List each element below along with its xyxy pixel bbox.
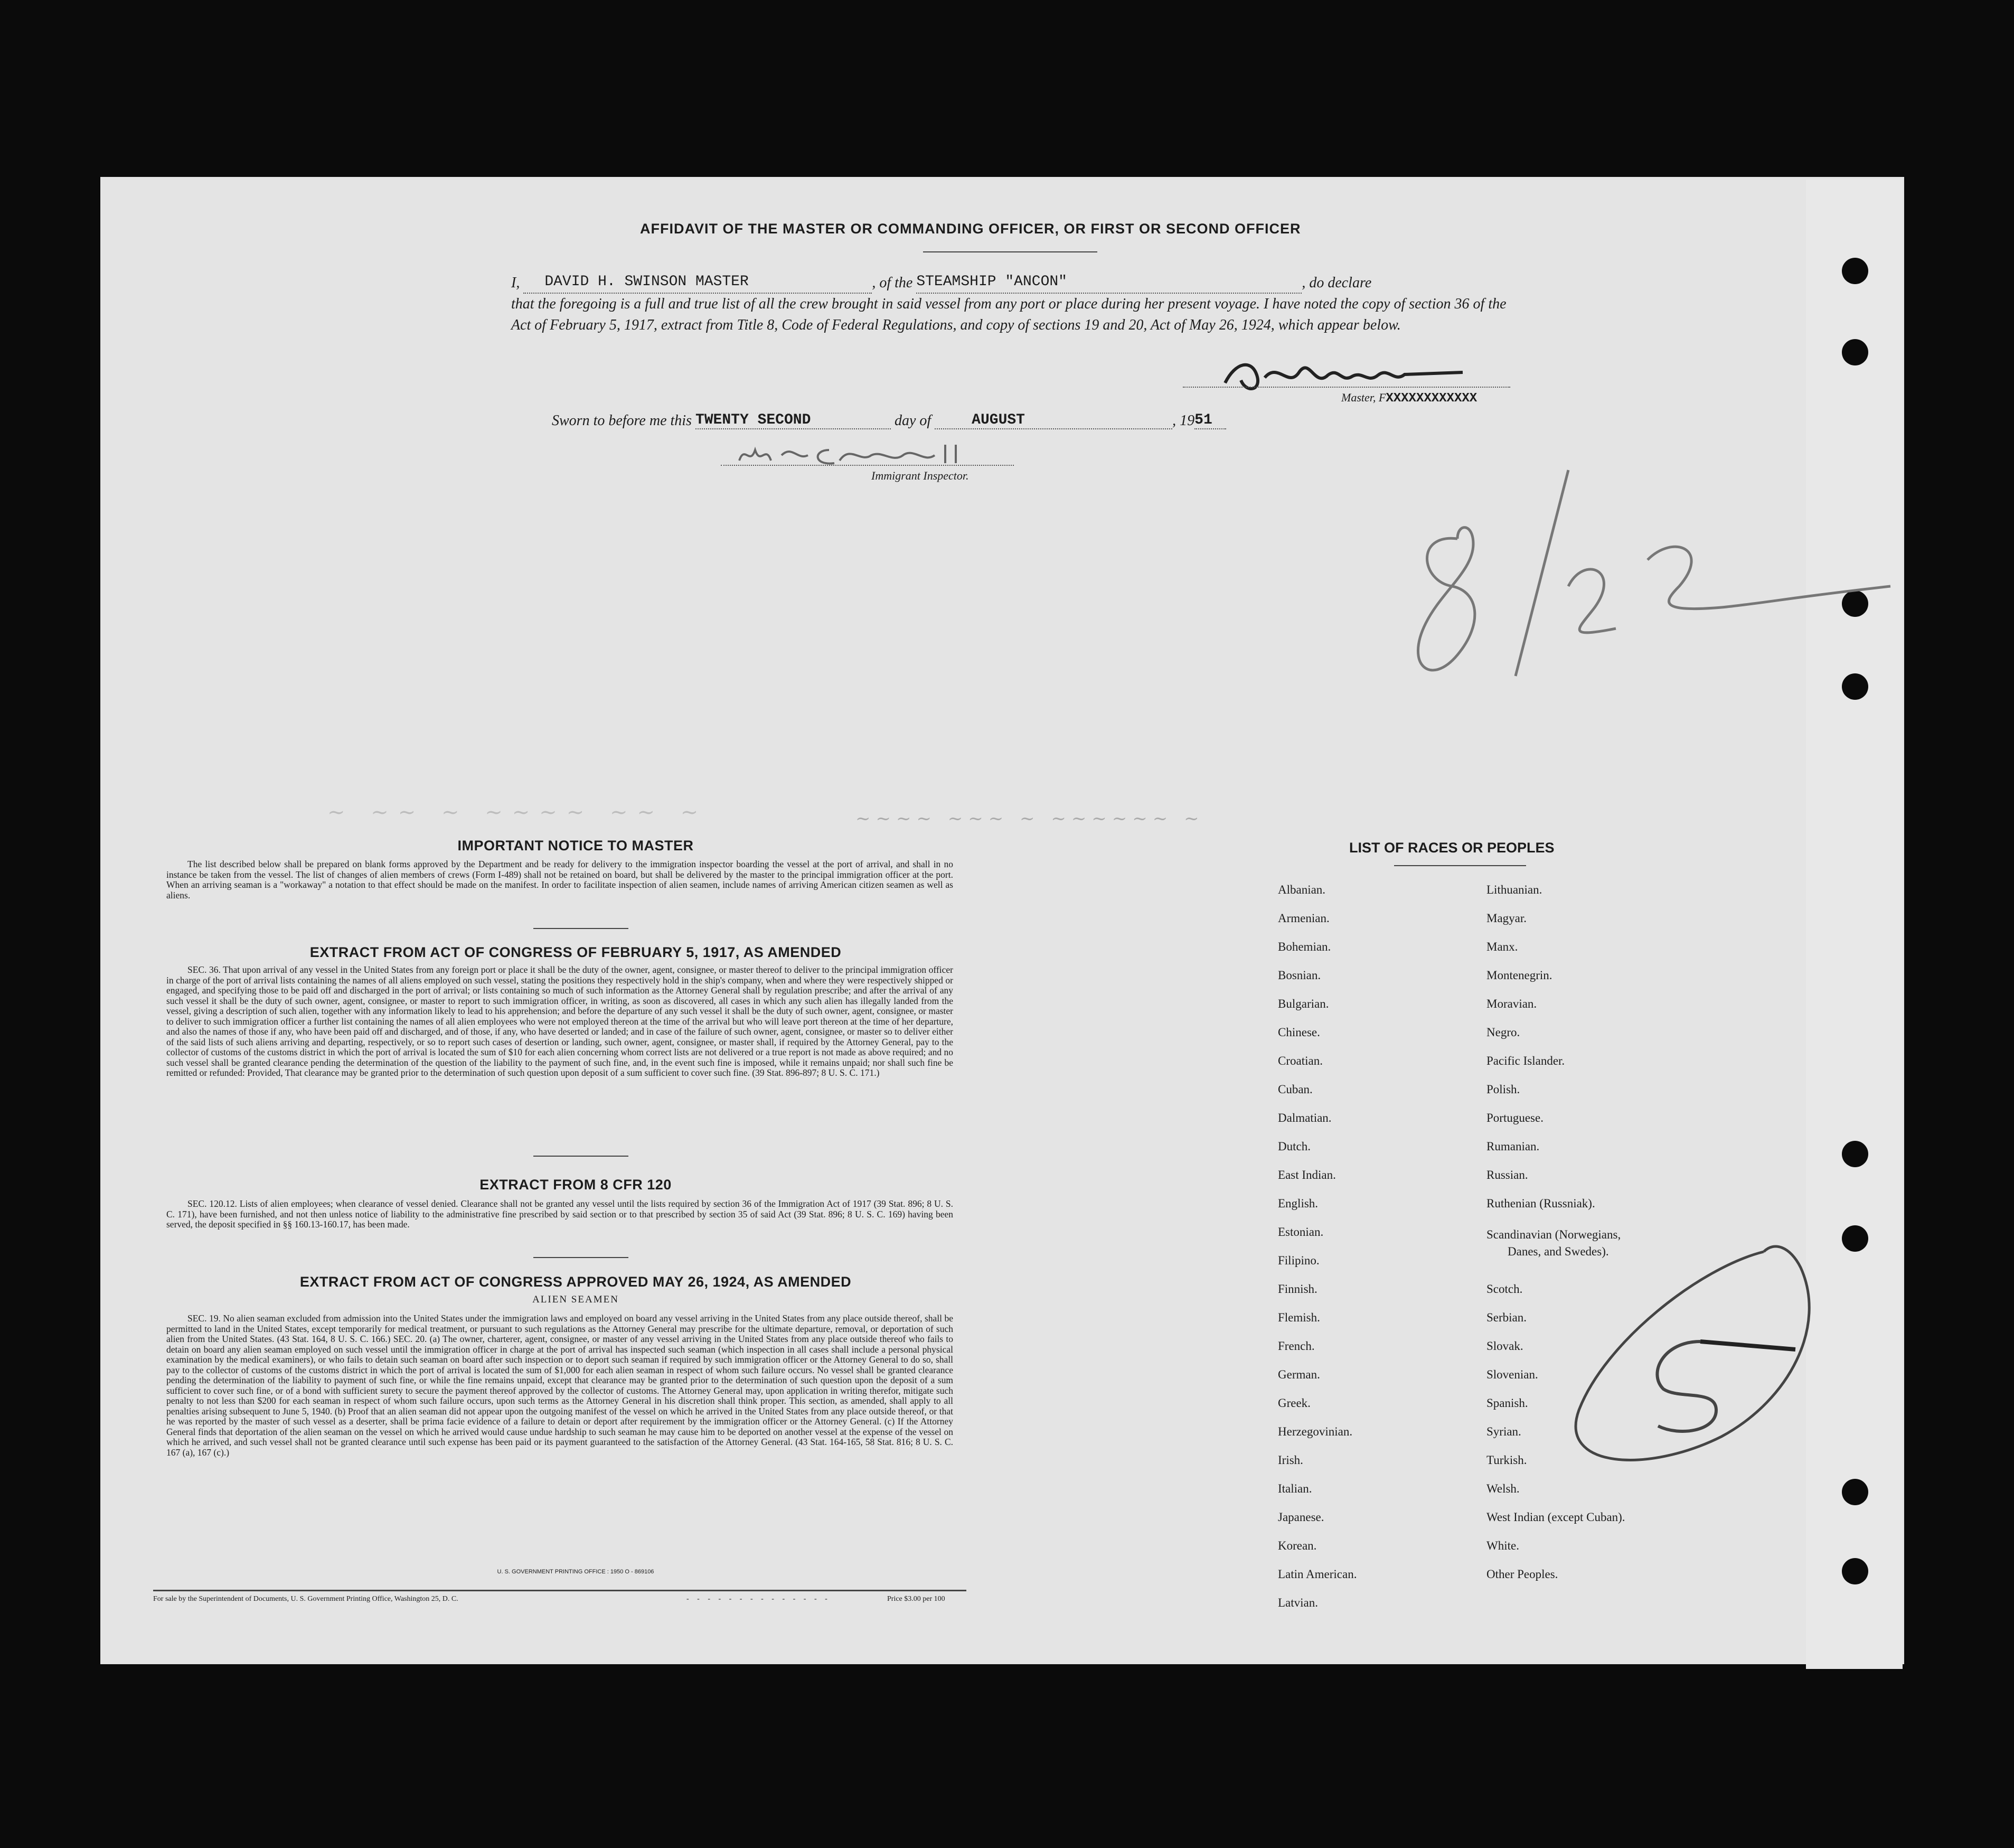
race-item: Herzegovinian. [1278,1425,1353,1438]
race-item: Croatian. [1278,1054,1323,1067]
master-label: Master, F [1341,391,1386,404]
race-item: Magyar. [1486,912,1527,925]
race-item: Bulgarian. [1278,997,1329,1010]
extract-1917-title: EXTRACT FROM ACT OF CONGRESS OF FEBRUARY 5, 1917, AS AMENDED [309,944,842,960]
races-title-rule [1394,865,1526,866]
extract-1917-text: SEC. 36. That upon arrival of any vessel in the United States from any foreign port or place it shall be the duty of the owner, agent, consignee, or master thereof to deliver to the principal immigration officer in charge of the port of arrival lists containing the names of all aliens employed on such vessel, stating the positions they respectively hold in the ship's company, when and where they were respectively shipped or engaged, and specifying those to be paid off and discharged in the port of arrival; or lists containing so much of such information as the Attorney General shall by regulation prescribe; and after the arrival of any such vessel it shall be the duty of such owner, agent, consignee, or master to report to such immigration officer, in writing, as soon as discovered, all cases in which any such alien has illegally landed from the vessel, giving a description of such alien, together with any information likely to lead to his apprehension; and before the departure of any such vessel it shall be the duty of such owner, agent, consignee, or master to deliver to such immigration officer a further list containing the names of all alien employees who were not employed thereon at the time of the arrival but who will leave port thereon at the time of her departure, and also the names of those if any, who have been paid off and discharged, and of those, if any, who have deserted or landed; and in case of the failure of such owner, agent, consignee, or master so to deliver either of the said lists of such aliens arriving and departing, respectively, or so to report such cases of desertion or landing, such owner, agent, consignee, or master shall, if required by the Attorney General, pay to the collector of customs of the customs district in which the port of arrival is located the sum of $10 for each alien concerning whom correct lists are not delivered or a true report is not made as above required; and no such vessel shall be granted clearance pending the determination of the question of the liability to the payment of such fine, and, in the event such fine is imposed, while it remains unpaid; nor shall such fine be remitted or refunded: Provided, That clearance may be granted prior to the determination of such question upon deposit of a sum sufficient to cover such fine. (39 Stat. 896-897; 8 U. S. C. 171.) [166,964,953,1078]
section-divider [533,1156,628,1157]
footer-left: For sale by the Superintendent of Documents, U. S. Government Printing Office, Washington 25, D. C. [153,1595,458,1603]
race-item: Negro. [1486,1026,1520,1039]
race-item: Finnish. [1278,1282,1317,1296]
affidavit-title: AFFIDAVIT OF THE MASTER OR COMMANDING OFFICER, OR FIRST OR SECOND OFFICER [640,221,1301,237]
master-title [1341,391,1477,406]
extract-1924-subtitle: ALIEN SEAMEN [532,1294,619,1305]
race-item: German. [1278,1368,1320,1381]
race-item: Estonian. [1278,1225,1324,1239]
year-prefix: , 19 [1172,412,1195,429]
race-item: Polish. [1486,1083,1520,1096]
race-item: Chinese. [1278,1026,1320,1039]
race-item: Russian. [1486,1168,1528,1181]
race-item: Ruthenian (Russniak). [1486,1197,1595,1210]
inspector-signature-line [721,465,1014,466]
extract-cfr-title: EXTRACT FROM 8 CFR 120 [479,1177,672,1193]
race-item: Spanish. [1486,1396,1528,1410]
punch-hole [1842,258,1868,284]
race-item: Japanese. [1278,1511,1324,1524]
race-item: Latvian. [1278,1596,1318,1609]
race-item: Danes, and Swedes). [1508,1245,1609,1258]
punch-hole [1842,1141,1868,1167]
title-rule [923,251,1097,252]
race-item: Greek. [1278,1396,1311,1410]
race-item: Scotch. [1486,1282,1523,1296]
do-declare-label: , do declare [1302,275,1372,291]
race-item: Rumanian. [1486,1140,1540,1153]
race-item: Montenegrin. [1486,969,1552,982]
footer-rule [153,1590,966,1591]
race-item: Italian. [1278,1482,1312,1495]
sworn-month: AUGUST [972,412,1025,428]
race-item: Moravian. [1486,997,1537,1010]
race-item: Syrian. [1486,1425,1521,1438]
affidavit-declaration [511,270,1514,336]
printer-line: U. S. GOVERNMENT PRINTING OFFICE : 1950 O - 869106 [497,1569,654,1575]
race-item: Flemish. [1278,1311,1320,1324]
races-title: LIST OF RACES OR PEOPLES [1349,840,1555,856]
race-item: Slovenian. [1486,1368,1538,1381]
punch-hole [1842,1479,1868,1505]
race-item: French. [1278,1339,1315,1353]
faint-pencil-note: ~~~~ ~~~ ~ ~~~~~~ ~ [855,808,1204,829]
race-item: Scandinavian (Norwegians, [1486,1228,1621,1241]
notice-text: The list described below shall be prepared on blank forms approved by the Department and be ready for delivery to the immigration inspector boarding the vessel at the port of arrival, and shall in no instance be taken from the vessel. The list of changes of alien members of crews (Form I-489) shall not be retained on board, but shall be delivered by the master to the principal immigration officer at the port. When an arriving seaman is a "workaway" a notation to that effect should be made on the manifest. In order to facilitate inspection of alien seamen, include names of arriving American citizen seamen as well as aliens. [166,859,953,900]
signature-line [1183,387,1510,388]
race-item: Dutch. [1278,1140,1311,1153]
declaration-text: that the foregoing is a full and true list of all the crew brought in said vessel from any port or place during her present voyage. I have noted the copy of section 36 of the Act of February 5, 1917, extract from Title 8, Code of Federal Regulations, and copy of sections 19 and 20, Act of May 26, 1924, which appear below. [511,296,1507,333]
declaration-first-line [511,270,1514,294]
notice-title: IMPORTANT NOTICE TO MASTER [457,838,694,853]
extract-1924-title: EXTRACT FROM ACT OF CONGRESS APPROVED MAY 26, 1924, AS AMENDED [299,1274,852,1290]
section-divider [533,1257,628,1258]
day-of-label: day of [894,412,931,429]
struck-officer-title: XXXXXXXXXXXX [1386,391,1477,406]
i-label: I, [511,275,520,291]
extract-1924-text: SEC. 19. No alien seaman excluded from admission into the United States under the immigration laws and employed on board any vessel arriving in the United States from any place outside thereof, shall be permitted to land in the United States, except temporarily for medical treatment, or pursuant to such regulations as the Attorney General may prescribe for the ultimate departure, removal, or deportation of such alien from the United States. (43 Stat. 164, 8 U. S. C. 166.) SEC. 20. (a) The owner, charterer, agent, consignee, or master of any vessel arriving in the United States from any place outside thereof who fails to detain on board any alien seaman employed on such vessel until the immigration officer in charge at the port of arrival has inspected such seaman (which inspection in all cases shall include a personal physical examination by the medical examiners), or who fails to detain such seaman on board after such inspection or to deport such seaman if required by such immigration officer or the Attorney General to do so, shall pay to the collector of customs of the customs district in which the port of arrival is located the sum of $1,000 for each alien seaman in respect of whom such failure occurs. No vessel shall be granted clearance pending the determination of the liability to payment of such fine, or while the fine remains unpaid, except that clearance may be granted prior to the determination of such question upon the deposit of a sum sufficient to cover such fine, or of a bond with sufficient surety to secure the payment thereof approved by the collector of customs. The Attorney General may, upon application in writing therefor, mitigate such penalty to not less than $200 for each seaman in respect of whom such failure occurs, upon such terms as the Attorney General in his discretion shall think proper. This section, as amended, shall apply to all penalties arising subsequent to June 5, 1940. (b) Proof that an alien seaman did not appear upon the outgoing manifest of the vessel on which he arrived in the United States from any place outside thereof, or that he was reported by the master of such vessel as a deserter, shall be prima facie evidence of a failure to detain or deport after requirement by the immigration officer or the Attorney General. (c) If the Attorney General finds that deportation of the alien seaman on the vessel on which he arrived would cause undue hardship to such seaman he may cause him to be deported on another vessel at the expense of the vessel on which he arrived, and such vessel shall not be granted clearance until such expense has been paid or its payment guaranteed to the satisfaction of the Attorney General. (43 Stat. 164-165, 58 Stat. 816; 8 U. S. C. 167 (a), 167 (c).) [166,1313,953,1458]
race-item: Lithuanian. [1486,883,1542,896]
race-item: East Indian. [1278,1168,1336,1181]
race-item: English. [1278,1197,1319,1210]
race-item: Bohemian. [1278,940,1331,953]
race-item: Armenian. [1278,912,1330,925]
handwritten-circled-number [1542,1236,1838,1479]
punch-hole [1842,1225,1868,1252]
race-item: Welsh. [1486,1482,1520,1495]
extract-cfr-text: SEC. 120.12. Lists of alien employees; when clearance of vessel denied. Clearance shall not be granted any vessel until the lists required by section 36 of the Immigration Act of 1917 (39 Stat. 896; 8 U. S. C. 171), have been furnished, and not then unless notice of liability to the administrative fine prescribed by said section or to that prescribed by section 35 of said Act (39 Stat. 896; 8 U. S. C. 169) having been served, the deposit specified in §§ 160.13-160.17, has been made. [166,1198,953,1230]
punch-hole [1842,339,1868,365]
race-item: Albanian. [1278,883,1326,896]
race-item: Manx. [1486,940,1518,953]
handwritten-date-note [1394,465,1901,702]
master-name: DAVID H. SWINSON MASTER [544,274,749,290]
faint-pencil-note: ~ ~~ ~ ~~~~ ~~ ~ [327,800,708,824]
inspector-label: Immigrant Inspector. [871,469,969,482]
race-item: Slovak. [1486,1339,1523,1353]
race-item: White. [1486,1539,1519,1552]
race-item: Bosnian. [1278,969,1321,982]
race-item: Dalmatian. [1278,1111,1332,1124]
inspector-signature [734,439,977,471]
sworn-day: TWENTY SECOND [695,412,811,428]
vessel-name: STEAMSHIP "ANCON" [916,274,1067,290]
race-item: Filipino. [1278,1254,1320,1267]
race-item: Cuban. [1278,1083,1313,1096]
sworn-label: Sworn to before me this [552,412,692,429]
race-item: Portuguese. [1486,1111,1544,1124]
footer-dots: - - - - - - - - - - - - - - [686,1595,831,1603]
race-item: Serbian. [1486,1311,1527,1324]
race-item: Turkish. [1486,1453,1527,1467]
race-item: Other Peoples. [1486,1568,1558,1581]
race-item: Irish. [1278,1453,1303,1467]
sworn-line [552,411,1226,429]
footer-price: Price $3.00 per 100 [887,1595,945,1603]
race-item: Latin American. [1278,1568,1357,1581]
of-the-label: , of the [872,275,913,291]
punch-hole [1842,1558,1868,1584]
race-item: Korean. [1278,1539,1317,1552]
race-item: West Indian (except Cuban). [1486,1511,1625,1524]
section-divider [533,928,628,929]
sworn-year: 51 [1194,412,1212,428]
race-item: Pacific Islander. [1486,1054,1565,1067]
